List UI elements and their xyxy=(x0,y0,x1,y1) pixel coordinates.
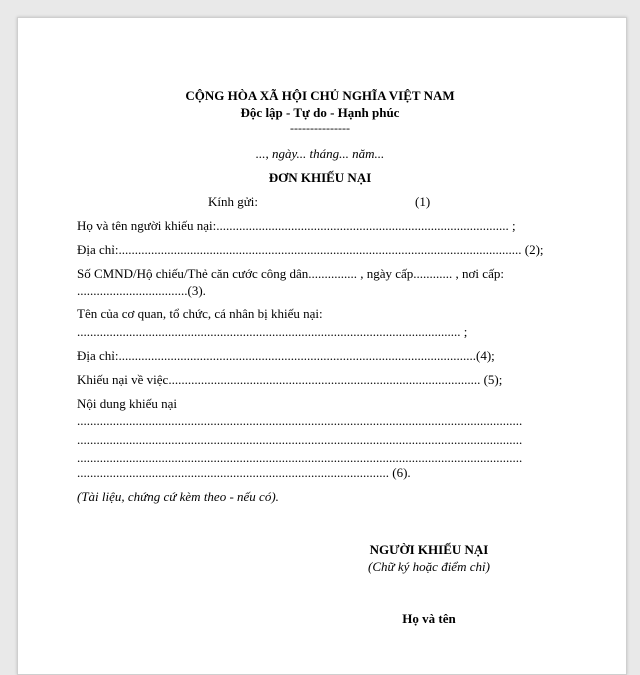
content-line: ......................................................................................................................................... xyxy=(77,413,523,428)
respondent-line: ...................................................................................................................... ; xyxy=(77,324,468,339)
complainant-address-line: Địa chỉ:............................................................................................................................ (2); xyxy=(77,242,544,257)
form-title: ĐƠN KHIẾU NẠI xyxy=(268,170,372,185)
complaint-subject-line: Khiếu nại về việc................................................................................................ (5); xyxy=(77,372,503,387)
content-line: ......................................................................................................................................... xyxy=(77,450,523,465)
date-line: ..., ngày... tháng... năm... xyxy=(255,146,385,161)
content-line: ......................................................................................................................................... xyxy=(77,432,523,447)
recipient-note: (1) xyxy=(415,194,431,209)
signature-note: (Chữ ký hoặc điểm chỉ) xyxy=(368,559,490,574)
content-line-last: ................................................................................................ (6). xyxy=(77,465,411,480)
motto: Độc lập - Tự do - Hạnh phúc xyxy=(240,105,400,120)
id-document-line: Số CMND/Hộ chiếu/Thẻ căn cước công dân............... , ngày cấp............ , nơi cấp: xyxy=(77,266,504,281)
heading-divider: --------------- xyxy=(290,121,350,135)
attachments-note: (Tài liệu, chứng cứ kèm theo - nếu có). xyxy=(77,489,279,504)
signature-title: NGƯỜI KHIẾU NẠI xyxy=(369,542,489,557)
signer-name-label: Họ và tên xyxy=(402,611,456,626)
complaint-content-label: Nội dung khiếu nại xyxy=(77,396,178,411)
complainant-name-line: Họ và tên người khiếu nại:.......................................................................................... ; xyxy=(77,218,516,233)
respondent-label: Tên của cơ quan, tổ chức, cá nhân bị khiếu nại: xyxy=(77,306,323,321)
id-document-line-cont: ..................................(3). xyxy=(77,283,206,298)
country-heading: CỘNG HÒA XÃ HỘI CHỦ NGHĨA VIỆT NAM xyxy=(185,88,455,103)
recipient-label: Kính gửi: xyxy=(208,194,259,209)
respondent-address-line: Địa chỉ:..............................................................................................................(4); xyxy=(77,348,495,363)
